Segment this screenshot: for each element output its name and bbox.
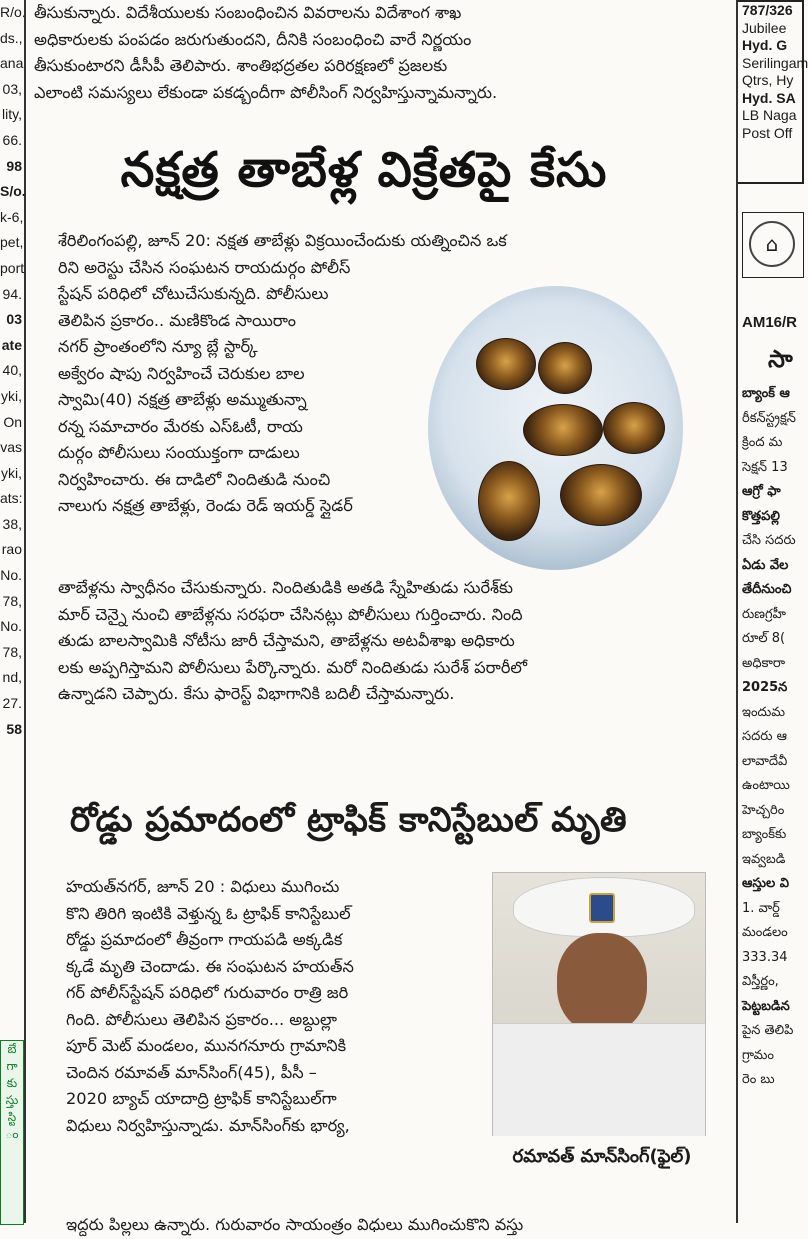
left-column-fragment: nd, [2,669,22,686]
intro-line: తీసుకున్నారు. విదేశీయులకు సంబంధించిన వివరాలను విదేశాంగ శాఖ [34,3,462,22]
left-green-fragment: గా [6,1059,18,1073]
notice-fragment: ఏడు వేల [742,557,789,573]
article2-line: 2020 బ్యాచ్ యాదాద్రి ట్రాఫిక్ కానిస్టేబుల్‌గా [66,1089,337,1108]
article1-line: ఉన్నాడని చెప్పారు. కేసు ఫారెస్ట్ విభాగానికి బదిలీ చేస్తామన్నారు. [58,684,455,703]
notice-body [742,382,802,1093]
article1-line: అక్వేరం షాపు నిర్వహించే చెరుకుల బాల [58,363,305,383]
notice-fragment: గ్రామం [742,1047,774,1063]
notice-fragment: 333.34 [742,949,788,965]
article2-line: గింది. పోలీసులు తెలిపిన ప్రకారం... అబ్దుల్లా [66,1009,337,1029]
notice-fragment: సదరు ఆ [742,729,788,744]
left-green-fragment: కు [6,1076,18,1090]
article1-line: శేరిలింగంపల్లి, జూన్ 20: నక్షత తాబేళ్లు విక్రయించేందుకు యత్నించిన ఒక [58,231,507,250]
article1-line: తెలిపిన ప్రకారం.. మణికొండ సాయిరాం [58,310,296,330]
article1-line: రిని అరెస్టు చేసిన సంఘటన రాయదుర్గం పోలీస్ [58,257,351,277]
notice-fragment: లావాదేవీ [742,753,788,769]
left-column-fragment: k-6, [0,208,24,225]
address-fragment: LB Naga [742,107,797,123]
article1-line: నగర్ ప్రాంతంలోని న్యూ బ్లే స్టార్క్ [58,337,258,356]
left-column-fragment: On [3,413,22,430]
intro-line: ఎలాంటి సమస్యలు లేకుండా పకడ్బందీగా పోలీసింగ్ నిర్వహిస్తున్నామన్నారు. [34,82,498,102]
left-column-fragment: rao [1,541,22,558]
article2-line: పూర్ మెట్ మండలం, మునగనూరు గ్రామానికి [66,1036,347,1055]
article1-line: తుడు బాలస్వామికి నోటీసు జారీ చేస్తామని, తాబేళ్లను అటవీశాఖ అధికారు [58,631,515,650]
constable-photo [492,872,706,1136]
article2-photo-caption: రమావత్ మాన్‌సింగ్(ఫైల్) [512,1146,692,1167]
left-green-box [0,1040,24,1225]
article1-line: దుర్గం పోలీసులు సంయుక్తంగా దాడులు [58,443,300,462]
article2-cut-line: ఇద్దరు పిల్లలు ఉన్నారు. గురువారం సాయంత్రం విధులు ముగించుకొని వస్తు [66,1215,524,1234]
police-badge-icon [589,893,615,923]
left-column-fragment: ate [1,336,22,353]
left-column-fragment: lity, [2,106,22,123]
article1-line: నాలుగు నక్షత్ర తాబేళ్లు, రెండు రెడ్ ఇయర్డ్ స్లైడర్ [58,496,353,515]
bank-logo [742,212,804,278]
article2-line: హయత్‌నగర్, జూన్ 20 : విధులు ముగించు [66,877,340,896]
notice-fragment: ఇందుమ [742,704,785,720]
notice-fragment: ఆగ్రో ఫా [742,484,781,499]
notice-fragment: కొత్తపల్లి [742,508,780,524]
article2-line: కొని తిరిగి ఇంటికి వెళ్తున్న ఓ ట్రాఫిక్ కానిస్టేబుల్ [66,903,351,923]
notice-fragment: హెచ్చరిం [742,802,785,818]
notice-fragment: చేసి సదరు [742,533,796,548]
left-column-fragment: 78, [2,592,22,609]
left-column-fragment: 38, [2,515,22,532]
right-adjacent-column [736,0,808,1223]
article2-body [66,874,476,1139]
notice-fragment: పైన తెలిపి [742,1023,794,1038]
left-column-fragment: 98 [6,157,22,174]
address-fragment: Qtrs, Hy [742,72,794,88]
left-green-fragment: బే [7,1042,17,1056]
article1-line: లకు అప్పగిస్తామని పోలీసులు పేర్కొన్నారు. మరో నిందితుడు సురేశ్ పరారీలో [58,657,528,677]
left-column-fragment: R/o. [0,4,26,20]
previous-article-continuation [34,0,694,106]
notice-fragment: ఆస్తుల వి [742,876,789,891]
left-column-fragment: vas [0,439,22,456]
address-fragment: 787/326 [742,2,793,18]
address-fragment: Post Off [742,124,793,141]
left-column-fragment: 27. [2,695,22,712]
notice-fragment: బ్యాంక్‌కు [742,827,787,842]
turtles-photo [428,286,683,570]
notice-fragment: రుణగ్రహీ [742,606,786,622]
article1-body-full [58,575,690,708]
left-column-fragment: pet, [0,234,24,251]
left-column-fragment: ds., [0,29,23,46]
left-column-fragment: No. [0,567,22,584]
article1-line: తాబేళ్లను స్వాధీనం చేసుకున్నారు. నిందితుడికి అతడి స్నేహితుడు సురేశ్‌కు [58,578,514,597]
left-column-fragment: yki, [1,464,22,481]
left-green-fragment: స్టి [7,1110,17,1124]
article1-line: రన్న సమాచారం మేరకు ఎస్ఓటీ, రాయ [58,416,303,436]
left-column-fragment: yki, [1,387,22,404]
left-column-fragment: 58 [6,720,22,737]
notice-fragment: బ్యాంక్ ఆ [742,386,790,401]
notice-fragment: రీకన్‌స్ట్రక్షన్ [742,410,796,426]
article1-headline: నక్షత్ర తాబేళ్ల విక్రేతపై కేసు [120,142,608,198]
notice-fragment: క్రింద మ [742,435,783,450]
left-column-fragment: 40, [2,362,22,379]
left-column-fragment: 78, [2,643,22,660]
left-column-fragment: 03, [2,80,22,97]
article2-line: విధులు నిర్వహిస్తున్నాడు. మాన్‌సింగ్‌కు భార్య, [66,1115,350,1135]
intro-line: తీసుకుంటారని డీసీపీ తెలిపారు. శాంతిభద్రతల పరిరక్షణలో ప్రజలకు [34,56,448,75]
notice-fragment: రూల్ 8( [742,631,786,646]
address-fragment: Hyd. G [742,37,788,53]
address-fragment: Jubilee [742,19,787,36]
notice-fragment: 1. వార్డ్ [742,900,780,916]
article1-body-wrapped [58,281,418,520]
left-column-fragment: 94. [2,285,22,302]
left-column-fragment: ana [0,55,24,72]
left-green-fragment: ం [5,1127,19,1141]
notice-fragment: తేదీనుంచి [742,582,792,597]
article2-line: గర్ పోలీస్‌స్టేషన్ పరిధిలో గురువారం రాత్రి జరి [66,983,349,1002]
notice-fragment: ఉంటాయి [742,778,790,793]
notice-fragment: రెం బు [742,1072,775,1087]
left-column-fragment: 66. [2,131,22,148]
left-column-fragment: S/o. [0,183,26,200]
uniform-shape [493,1023,705,1136]
right-address-box [738,0,808,184]
article1-lead [58,228,690,281]
article2-line: చెందిన రమావత్ మాన్‌సింగ్(45), పీసీ – [66,1062,317,1082]
notice-fragment: పెట్టబడిన [742,998,790,1014]
article1-line: స్టేషన్ పరిధిలో చోటుచేసుకున్నది. పోలీసులు [58,284,329,303]
notice-fragment: 2025న [742,680,788,695]
left-column-fragment: port [0,259,25,276]
emblem-icon: ⌂ [749,221,795,267]
left-column-fragment: No. [0,618,22,635]
article1-line: నిర్వహించారు. ఈ దాడిలో నిందితుడి నుంచి [58,469,331,489]
notice-fragment: మండలం [742,925,788,940]
article2-headline: రోడ్డు ప్రమాదంలో ట్రాఫిక్ కానిస్టేబుల్ మృతి [70,800,628,840]
article1-line: మార్ చెన్నై నుంచి తాబేళ్లను సరఫరా చేసినట్లు పోలీసులు గుర్తించారు. నింది [58,604,523,624]
address-fragment: Hyd. SA [742,89,796,106]
face-shape [557,933,647,1033]
notice-fragment: విస్తీర్ణం, [742,974,779,989]
notice-fragment: ఇవ్వబడి [742,851,786,867]
notice-title: సా [768,345,793,373]
left-column-fragment: 03 [6,311,22,328]
notice-reference: AM16/R [742,314,798,331]
notice-fragment: సెక్షన్ 13 [742,459,788,475]
address-fragment: Serilingam [742,54,808,71]
article2-line: క్కడే మృతి చెందాడు. ఈ సంఘటన హయత్‌న [66,956,354,976]
left-green-fragment: స్తు [5,1093,19,1107]
article1-line: స్వామి(40) నక్షత్ర తాబేళ్లు అమ్ముతున్నా [58,390,307,409]
left-column-fragment: ats: [0,490,23,507]
notice-fragment: అధికారా [742,655,786,671]
intro-line: అధికారులకు పంపడం జరుగుతుందని, దీనికి సంబంధించి వారే నిర్ణయం [34,29,472,49]
article2-line: రోడ్డు ప్రమాదంలో తీవ్రంగా గాయపడి అక్కడిక [66,930,343,949]
